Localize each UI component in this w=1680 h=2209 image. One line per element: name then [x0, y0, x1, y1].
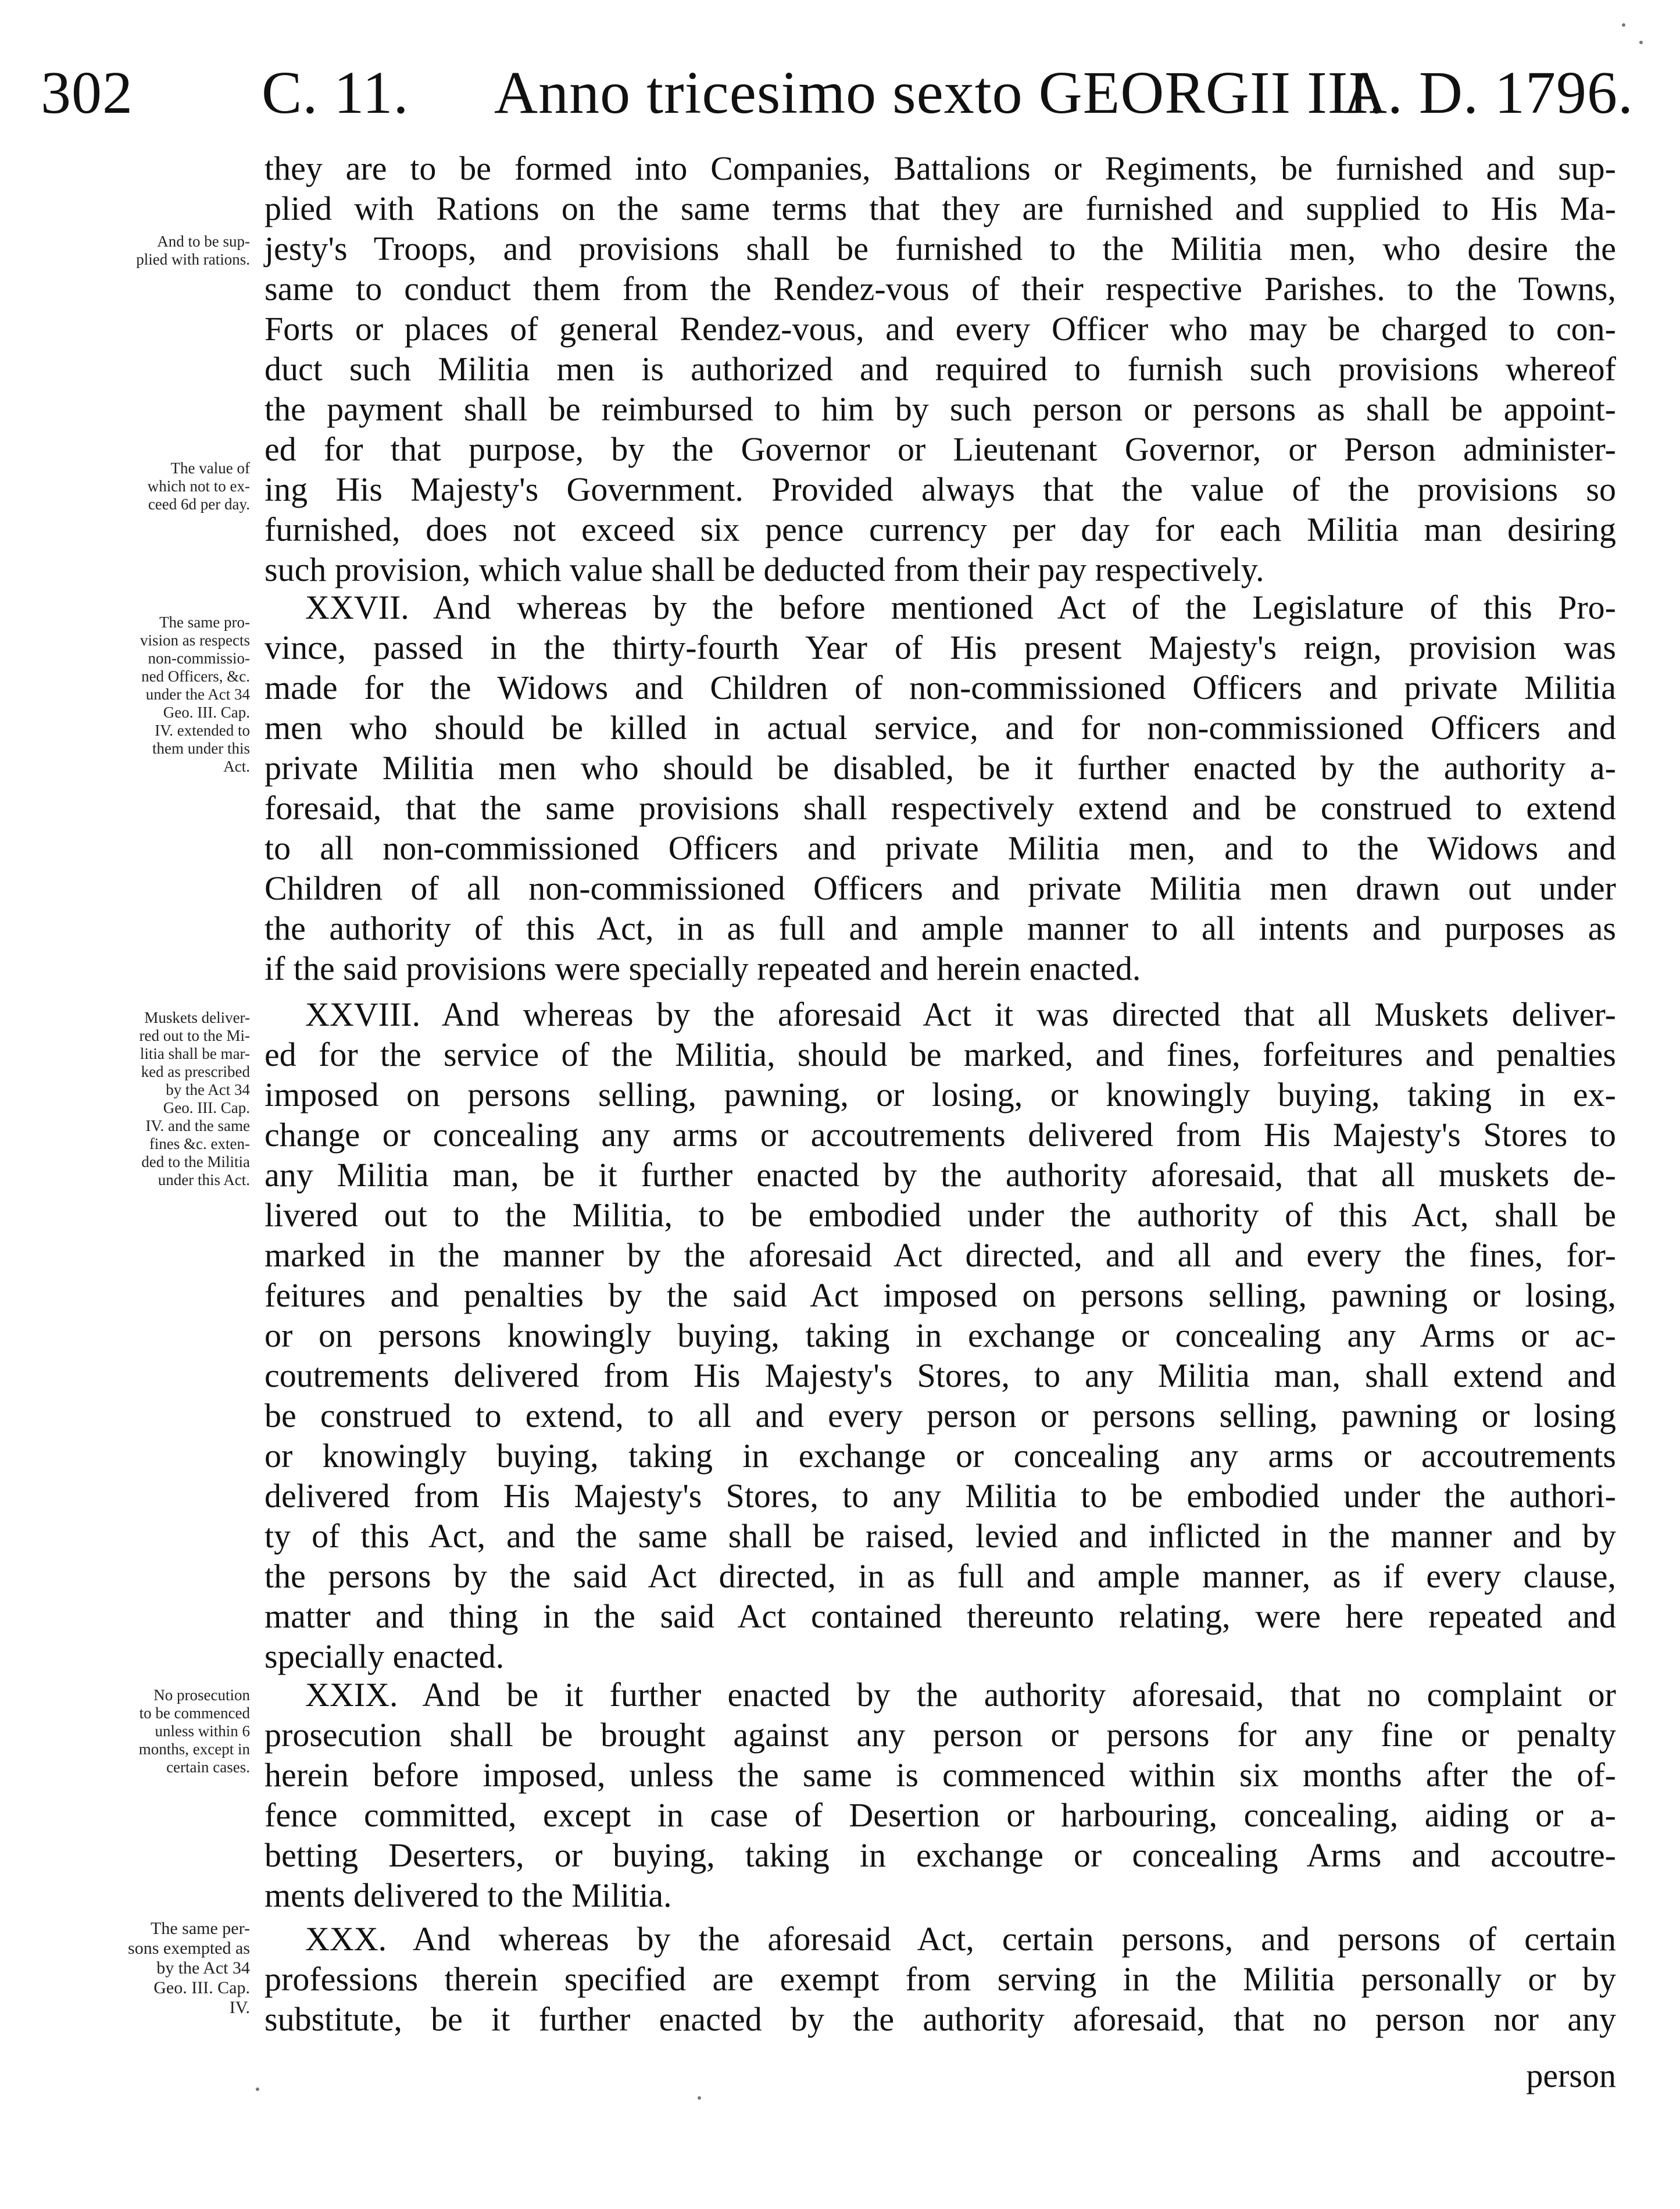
year-label: A. D. 1796. — [1343, 59, 1633, 126]
margin-note-exempted: The same per- sons exempted as by the Act 34 Geo. III. Cap. IV. — [128, 1919, 250, 2017]
scan-speck — [256, 2087, 259, 2091]
section-xxviii: XXVIII. And whereas by the aforesaid Act it was directed that all Muskets deliver- ed for the service of the Militia, should be marked, and fines, forfeitures and penalties imposed on persons selling, pawning, or losing, or knowingly buying, taking in ex- change or concealing any arms or accoutrements delivered from His Majesty's Stores to any Militia man, be it further enacted by the authority aforesaid, that all muskets de- livered out to the Militia, to be embodied under the authority of this Act, shall be marked in the manner by the aforesaid Act directed, and all and every the fines, for- feitures and penalties by the said Act imposed on persons selling, pawning or losing, or on persons knowingly buying, taking in exchange or concealing any Arms or ac- coutrements delivered from His Majesty's Stores, to any Militia man, shall extend and be construed to extend, to all and every person or persons selling, pawning or losing or knowingly buying, taking in exchange or concealing any arms or accoutrements delivered from His Majesty's Stores, to any Militia to be embodied under the authori- ty of this Act, and the same shall be raised, levied and inflicted in the manner and by the persons by the said Act directed, in as full and ample manner, as if every clause, matter and thing in the said Act contained thereunto relating, were here repeated and specially enacted. — [264, 995, 1616, 1675]
catchword: person — [1526, 2057, 1616, 2094]
scan-speck — [698, 2096, 701, 2100]
scan-speck — [1639, 41, 1643, 44]
margin-note-prosecution: No prosecution to be commenced unless within 6 months, except in certain cases. — [138, 1686, 250, 1776]
margin-note-provision: The same pro- vision as respects non-commissio- ned Officers, &c. under the Act 34 Geo. III. Cap. IV. extended to them under this Act. — [140, 613, 250, 775]
section-xxvii: XXVII. And whereas by the before mentioned Act of the Legislature of this Pro- vince, passed in the thirty-fourth Year of His present Majesty's reign, provision was made for the Widows and Children of non-commissioned Officers and private Militia men who should be killed in actual service, and for non-commissioned Officers and private Militia men who should be disabled, be it further enacted by the authority a- foresaid, that the same provisions shall respectively extend and be construed to extend to all non-commissioned Officers and private Militia men, and to the Widows and Children of all non-commissioned Officers and private Militia men drawn out under the authority of this Act, in as full and ample manner to all intents and purposes as if the said provisions were specially repeated and herein enacted. — [264, 588, 1616, 987]
chapter-number: C. 11. — [262, 59, 409, 126]
scan-speck — [1622, 23, 1625, 27]
margin-note-rations: And to be sup- plied with rations. — [136, 233, 250, 268]
page-number: 302 — [41, 59, 133, 126]
section-xxx: XXX. And whereas by the aforesaid Act, certain persons, and persons of certain professions therein specified are exempt from serving in the Militia personally or by substitute, be it further enacted by the authority aforesaid, that no person nor any — [264, 1920, 1616, 2038]
paragraph-continuation: they are to be formed into Companies, Battalions or Regiments, be furnished and sup- plied with Rations on the same terms that they are furnished and supplied to His Ma- jesty's Troops, and provisions shall be furnished to the Militia men, who desire the same to conduct them from the Rendez-vous of their respective Parishes. to the Towns, Forts or places of general Rendez-vous, and every Officer who may be charged to con- duct such Militia men is authorized and required to furnish such provisions whereof the payment shall be reimbursed to him by such person or persons as shall be appoint- ed for that purpose, by the Governor or Lieutenant Governor, or Person administer- ing His Majesty's Government. Provided always that the value of the provisions so furnished, does not exceed six pence currency per day for each Militia man desiring such provision, which value shall be deducted from their pay respectively. — [264, 149, 1616, 588]
running-title: Anno tricesimo sexto GEORGII III. — [494, 59, 1385, 126]
margin-note-value: The value of which not to ex- ceed 6d per day. — [147, 459, 250, 513]
running-header — [41, 55, 1633, 131]
margin-note-muskets: Muskets deliver- red out to the Mi- litia shall be mar- ked as prescribed by the Act 34 Geo. III. Cap. IV. and the same fines &c. exten- ded to the Militia under this Act. — [139, 1009, 250, 1189]
section-xxix: XXIX. And be it further enacted by the authority aforesaid, that no complaint or prosecution shall be brought against any person or persons for any fine or penalty herein before imposed, unless the same is commenced within six months after the of- fence committed, except in case of Desertion or harbouring, concealing, aiding or a- betting Deserters, or buying, taking in exchange or concealing Arms and accoutre- ments delivered to the Militia. — [264, 1676, 1616, 1914]
